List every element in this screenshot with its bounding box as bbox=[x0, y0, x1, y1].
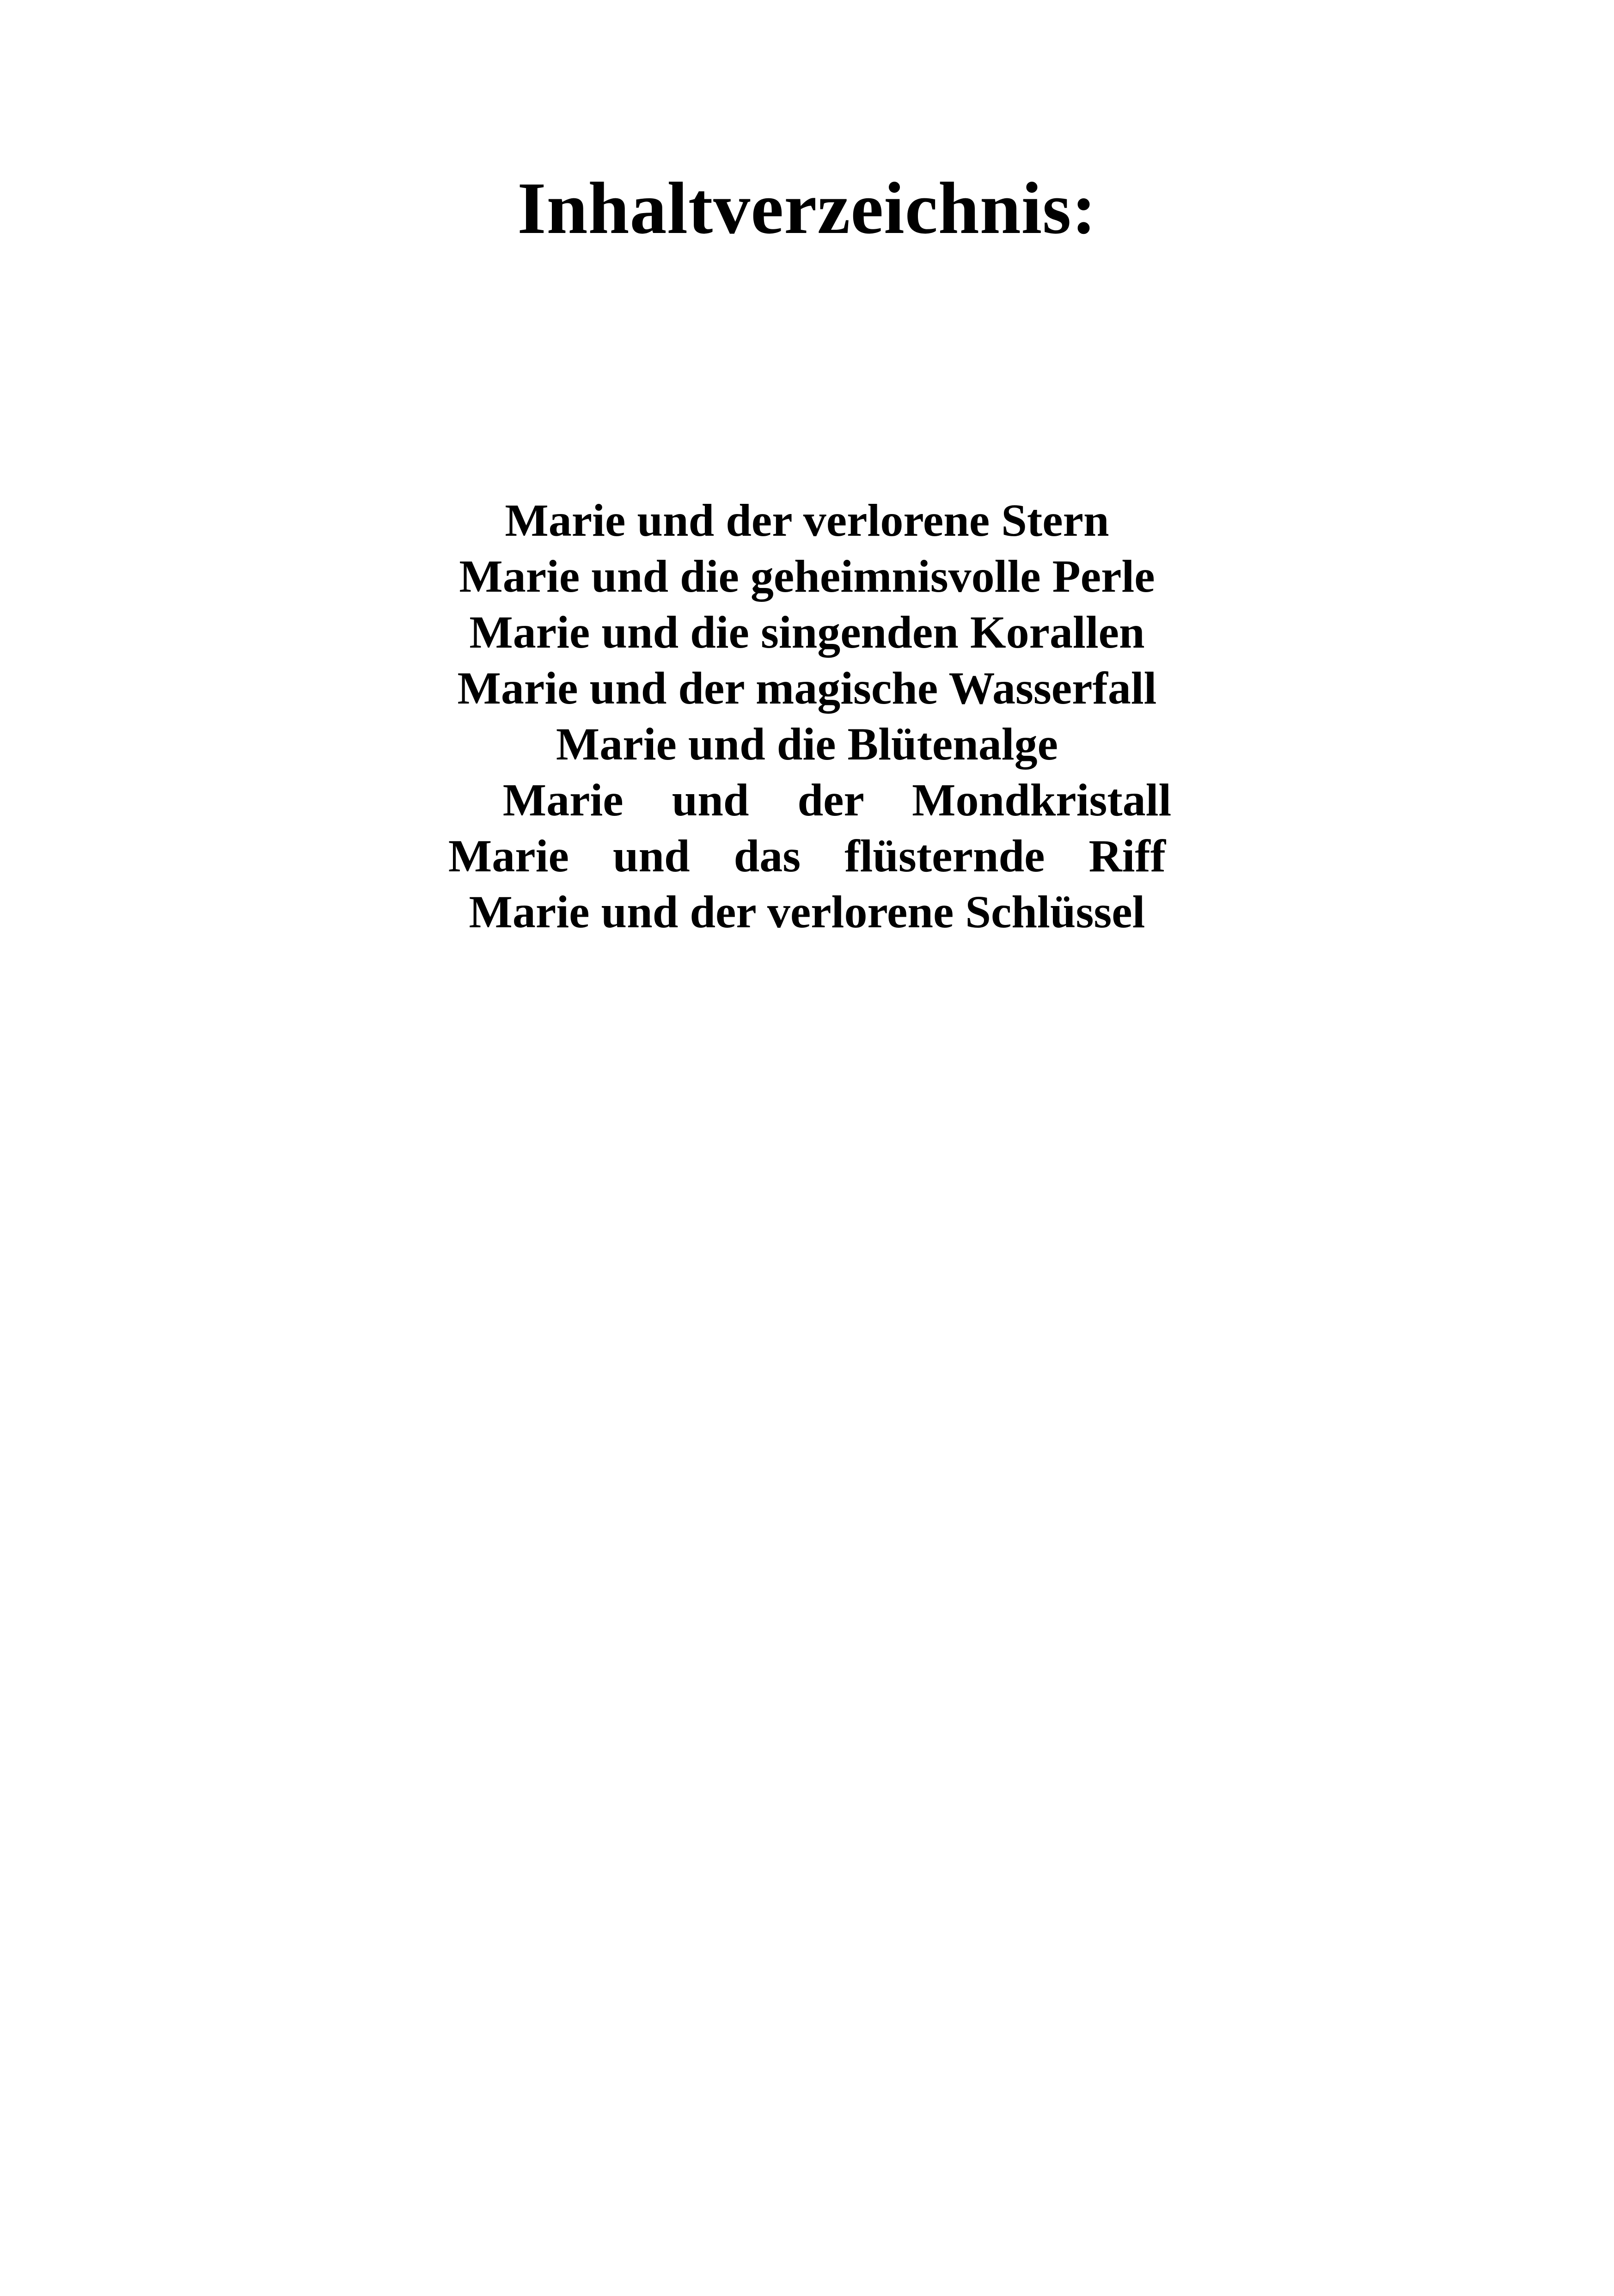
toc-entry bbox=[0, 492, 1614, 548]
toc-entry-label: Marie und der magische Wasserfall bbox=[457, 662, 1157, 714]
table-of-contents bbox=[0, 492, 1614, 940]
toc-entry bbox=[0, 884, 1614, 940]
toc-entry bbox=[0, 548, 1614, 604]
toc-entry bbox=[0, 660, 1614, 716]
page-title: Inhaltverzeichnis: bbox=[517, 167, 1097, 249]
toc-entry bbox=[0, 828, 1614, 884]
toc-entry-label: Marie und der Mondkristall bbox=[502, 774, 1172, 826]
toc-entry bbox=[0, 716, 1614, 772]
toc-entry bbox=[0, 772, 1614, 828]
toc-entry-label: Marie und die Blütenalge bbox=[556, 718, 1058, 770]
toc-entry-label: Marie und das flüsternde Riff bbox=[448, 830, 1166, 882]
toc-entry-label: Marie und die geheimnisvolle Perle bbox=[459, 551, 1155, 602]
toc-entry-label: Marie und der verlorene Schlüssel bbox=[469, 886, 1145, 937]
toc-entry-label: Marie und die singenden Korallen bbox=[469, 606, 1145, 658]
toc-entry bbox=[0, 604, 1614, 660]
toc-entry-label: Marie und der verlorene Stern bbox=[505, 495, 1109, 546]
